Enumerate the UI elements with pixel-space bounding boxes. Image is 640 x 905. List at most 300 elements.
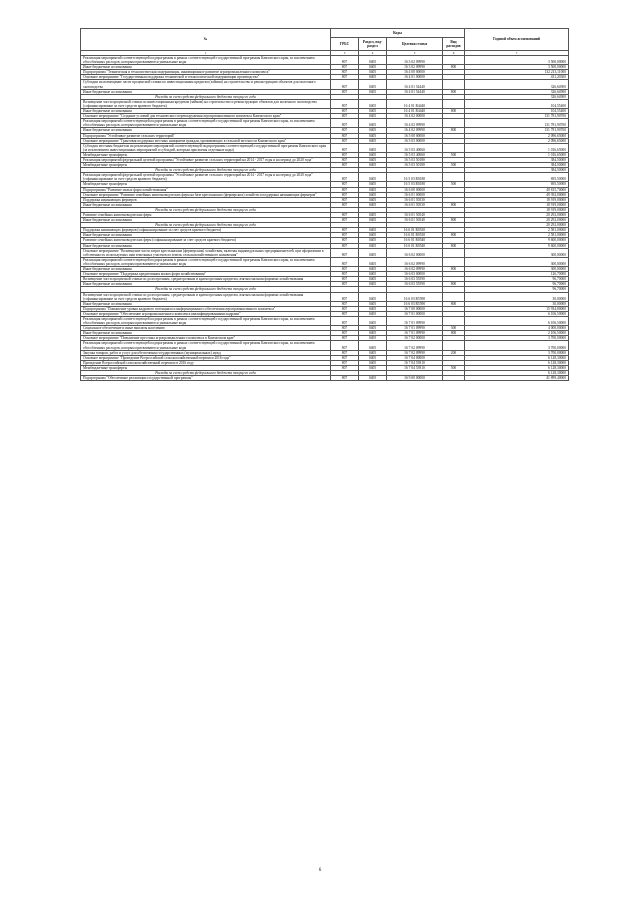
- budget-table: [80, 28, 569, 381]
- header-index: 1: [81, 51, 331, 56]
- row-grbs-cell: 807: [331, 326, 359, 331]
- row-name-cell: Межбюджетные трансферты: [81, 365, 331, 370]
- row-vid-cell: 800: [443, 65, 465, 70]
- row-target-cell: 16 3 02 09990: [387, 65, 443, 70]
- row-grbs-cell: 807: [331, 56, 359, 65]
- row-total-cell: 3 700,00000: [465, 336, 569, 341]
- row-target-cell: 16 7 02 09990: [387, 341, 443, 350]
- row-total-cell: 6 106,50000: [465, 316, 569, 325]
- row-name-cell: Реализация мероприятий федеральной целевой программы "Устойчивое развитие сельских территорий на 2014 - 2017 годы и на период до 2020 года": [81, 157, 331, 162]
- row-target-cell: 16 5 03 R0180: [387, 173, 443, 182]
- row-target-cell: 16 6 02 00000: [387, 248, 443, 257]
- row-grbs-cell: 807: [331, 197, 359, 202]
- row-total-cell: 384,50000: [465, 157, 569, 162]
- row-total-cell: 326,64900: [465, 94, 569, 99]
- row-total-cell: 6 128,30000: [465, 360, 569, 365]
- row-name-cell: Основное мероприятие "Развитие семейных животноводческих ферм на базе крестьянских (фермерских) хозяйств и поддержка начинающих фермеров": [81, 192, 331, 197]
- row-name-cell: Социальное обеспечение и иные выплаты населению: [81, 326, 331, 331]
- row-total-cell: 18 919,00000: [465, 197, 569, 202]
- row-total-cell: 6 128,30000: [465, 371, 569, 376]
- row-razdel-cell: 0405: [359, 282, 387, 287]
- row-grbs-cell: 807: [331, 376, 359, 381]
- row-razdel-cell: 0405: [359, 56, 387, 65]
- table-row: [81, 248, 569, 257]
- row-grbs-cell: 807: [331, 331, 359, 336]
- row-name-cell: Подпрограмма "Техническая и технологическая модернизация, инновационное развитие агропромышленного комплекса": [81, 70, 331, 75]
- row-vid-cell: 800: [443, 282, 465, 287]
- row-name-cell: Расходы за счет средств федерального бюджета текущего года: [81, 207, 331, 212]
- row-total-cell: 30,00000: [465, 292, 569, 301]
- row-total-cell: 2 581,00000: [465, 233, 569, 238]
- row-grbs-cell: 807: [331, 282, 359, 287]
- row-razdel-cell: 0405: [359, 192, 387, 197]
- row-razdel-cell: 0405: [359, 65, 387, 70]
- row-total-cell: 300,00000: [465, 257, 569, 266]
- row-grbs-cell: 807: [331, 301, 359, 306]
- row-target-cell: 16 6 01 50530: [387, 202, 443, 207]
- row-name-cell: Межбюджетные трансферты: [81, 182, 331, 187]
- row-vid-cell: 800: [443, 233, 465, 238]
- row-vid-cell: [443, 173, 465, 182]
- table-header: [81, 29, 569, 56]
- row-total-cell: 41 899,40000: [465, 376, 569, 381]
- row-grbs-cell: 807: [331, 133, 359, 138]
- row-name-cell: Реализация мероприятий соответствующей подпрограммы в рамках соответствующей государственной программы Камчатского края, за исключением обособленных расходов, которым присваиваются уникальные коды: [81, 56, 331, 65]
- row-razdel-cell: 0405: [359, 277, 387, 282]
- row-target-cell: 16 5 03 50180: [387, 157, 443, 162]
- row-grbs-cell: 807: [331, 277, 359, 282]
- row-razdel-cell: 0405: [359, 326, 387, 331]
- table-row: [81, 143, 569, 152]
- row-grbs-cell: 807: [331, 316, 359, 325]
- row-name-cell: Иные бюджетные ассигнования: [81, 218, 331, 223]
- row-total-cell: 3 700,00000: [465, 350, 569, 355]
- row-name-cell: Иные бюджетные ассигнования: [81, 109, 331, 114]
- row-total-cell: 126,70000: [465, 272, 569, 277]
- row-grbs-cell: 807: [331, 182, 359, 187]
- row-target-cell: 16 6 03 55590: [387, 282, 443, 287]
- row-grbs-cell: 807: [331, 228, 359, 233]
- row-vid-cell: 200: [443, 350, 465, 355]
- row-razdel-cell: 0405: [359, 138, 387, 143]
- row-total-cell: 9 600,00000: [465, 238, 569, 243]
- row-grbs-cell: 807: [331, 114, 359, 119]
- row-target-cell: 16 6 01 50530: [387, 197, 443, 202]
- row-total-cell: 96,70000: [465, 277, 569, 282]
- row-name-cell: Основное мероприятие "Государственная поддержка технической и технологической модернизации производства": [81, 75, 331, 80]
- row-grbs-cell: 807: [331, 202, 359, 207]
- row-target-cell: 16 9 00 00000: [387, 376, 443, 381]
- row-target-cell: 16 5 00 00000: [387, 133, 443, 138]
- header-index: 4: [359, 51, 387, 56]
- row-vid-cell: 800: [443, 128, 465, 133]
- row-total-cell: 2 096,65000: [465, 133, 569, 138]
- row-target-cell: 16 6 02 09990: [387, 257, 443, 266]
- table-row: [81, 99, 569, 108]
- row-target-cell: 16 5 03 40060: [387, 152, 443, 157]
- row-target-cell: 16 4 02 09990: [387, 119, 443, 128]
- row-total-cell: 695,50000: [465, 182, 569, 187]
- row-target-cell: 16 6 01 R0540: [387, 243, 443, 248]
- row-razdel-cell: 0405: [359, 75, 387, 80]
- row-razdel-cell: 0405: [359, 331, 387, 336]
- row-razdel-cell: 0405: [359, 233, 387, 238]
- row-grbs-cell: 807: [331, 267, 359, 272]
- row-razdel-cell: 0405: [359, 128, 387, 133]
- row-total-cell: 3 500,00000: [465, 65, 569, 70]
- row-razdel-cell: 0405: [359, 355, 387, 360]
- row-grbs-cell: 807: [331, 350, 359, 355]
- table-row: [81, 316, 569, 325]
- row-grbs-cell: 807: [331, 233, 359, 238]
- header-index: 3: [331, 51, 359, 56]
- row-target-cell: 16 7 01 09990: [387, 316, 443, 325]
- row-total-cell: 384,50000: [465, 163, 569, 168]
- header-target: Целевая статья: [387, 38, 443, 51]
- row-total-cell: 104,55400: [465, 109, 569, 114]
- row-name-cell: Основное мероприятие "Обеспечение агропромышленного комплекса квалифицированными кадрами": [81, 311, 331, 316]
- row-total-cell: 131 781,90700: [465, 114, 569, 119]
- header-index: 7: [465, 51, 569, 56]
- row-name-cell: Субсидии на возмещение части процентной ставки по инвестиционным кредитам (займам) на строительство и реконструкцию объектов для молочного скотоводства: [81, 80, 331, 89]
- row-grbs-cell: 807: [331, 163, 359, 168]
- row-name-cell: Возмещение части процентной ставки по долгосрочным, среднесрочным и краткосрочным кредитам, взятым малыми формами хозяйствования (софинансирование за счет средств краевого бюджета): [81, 292, 331, 301]
- row-razdel-cell: 0405: [359, 213, 387, 218]
- row-name-cell: Иные бюджетные ассигнования: [81, 89, 331, 94]
- row-total-cell: 3 500,00000: [465, 56, 569, 65]
- row-target-cell: 16 4 01 54440: [387, 80, 443, 89]
- row-total-cell: 131 781,90700: [465, 128, 569, 133]
- row-razdel-cell: 0405: [359, 152, 387, 157]
- row-razdel-cell: 0405: [359, 292, 387, 301]
- row-vid-cell: [443, 119, 465, 128]
- row-razdel-cell: 0405: [359, 365, 387, 370]
- row-target-cell: 16 7 01 09990: [387, 331, 443, 336]
- row-name-cell: Реализация мероприятий соответствующей подпрограммы в рамках соответствующей государственной программы Камчатского края, за исключением обособленных расходов, которым присваиваются уникальные коды: [81, 316, 331, 325]
- row-grbs-cell: 807: [331, 65, 359, 70]
- row-name-cell: Основное мероприятие "Возмещение части затрат крестьянским (фермерским) хозяйствам, включая индивидуальных предпринимателей, при оформлении в собственность используемых ими земельных участков из земель сельскохозяйственного назначения": [81, 248, 331, 257]
- row-razdel-cell: 0405: [359, 336, 387, 341]
- row-vid-cell: [443, 248, 465, 257]
- row-target-cell: 16 6 03 55590: [387, 277, 443, 282]
- row-name-cell: Субсидия местным бюджетам на реализацию мероприятий соответствующей подпрограммы соответствующей государственной программы Камчатского края (за исключением инвестиционных мероприятий и субсидий, которым присвоены отдельные коды): [81, 143, 331, 152]
- row-total-cell: 20 292,00000: [465, 223, 569, 228]
- header-vid: Вид расходов: [443, 38, 465, 51]
- row-grbs-cell: 807: [331, 272, 359, 277]
- row-grbs-cell: 807: [331, 152, 359, 157]
- header-index: 5: [387, 51, 443, 56]
- table-row: [81, 292, 569, 301]
- row-vid-cell: 500: [443, 163, 465, 168]
- row-target-cell: 16 6 01 R0530: [387, 233, 443, 238]
- row-grbs-cell: 807: [331, 257, 359, 266]
- row-target-cell: 16 6 01 50540: [387, 218, 443, 223]
- row-razdel-cell: 0405: [359, 187, 387, 192]
- row-name-cell: Иные бюджетные ассигнования: [81, 301, 331, 306]
- row-grbs-cell: 807: [331, 360, 359, 365]
- row-vid-cell: [443, 80, 465, 89]
- row-total-cell: 1 016,65000: [465, 152, 569, 157]
- row-grbs-cell: 807: [331, 70, 359, 75]
- row-name-cell: Реализация мероприятий соответствующей подпрограммы в рамках соответствующей государственной программы Камчатского края, за исключением обособленных расходов, которым присваиваются уникальные коды: [81, 257, 331, 266]
- row-target-cell: 16 7 01 09990: [387, 326, 443, 331]
- row-name-cell: Проведение Всероссийской сельскохозяйственной переписи в 2016 году: [81, 360, 331, 365]
- row-name-cell: Иные бюджетные ассигнования: [81, 128, 331, 133]
- row-name-cell: Иные бюджетные ассигнования: [81, 267, 331, 272]
- row-total-cell: 131 781,90700: [465, 119, 569, 128]
- row-grbs-cell: 807: [331, 311, 359, 316]
- row-total-cell: 300,00000: [465, 248, 569, 257]
- row-total-cell: 6 106,50000: [465, 311, 569, 316]
- row-grbs-cell: 807: [331, 89, 359, 94]
- row-grbs-cell: 807: [331, 187, 359, 192]
- row-target-cell: 16 7 02 09990: [387, 350, 443, 355]
- row-target-cell: 16 6 01 R0530: [387, 228, 443, 233]
- row-name-cell: Расходы за счет средств федерального бюджета текущего года: [81, 94, 331, 99]
- row-total-cell: 431,20300: [465, 75, 569, 80]
- row-total-cell: 20 292,00000: [465, 213, 569, 218]
- row-grbs-cell: 807: [331, 128, 359, 133]
- row-grbs-cell: 807: [331, 341, 359, 350]
- row-razdel-cell: 0405: [359, 119, 387, 128]
- row-razdel-cell: 0405: [359, 182, 387, 187]
- row-target-cell: 16 3 02 09990: [387, 56, 443, 65]
- row-name-cell: Расходы за счет средств федерального бюджета текущего года: [81, 371, 331, 376]
- table-row: [81, 376, 569, 381]
- row-vid-cell: 300: [443, 326, 465, 331]
- row-vid-cell: [443, 56, 465, 65]
- row-total-cell: 4 000,00000: [465, 326, 569, 331]
- row-name-cell: Расходы за счет средств федерального бюджета текущего года: [81, 168, 331, 173]
- row-vid-cell: [443, 376, 465, 381]
- row-total-cell: 3 700,00000: [465, 341, 569, 350]
- row-grbs-cell: 807: [331, 109, 359, 114]
- row-vid-cell: [443, 99, 465, 108]
- row-grbs-cell: 807: [331, 173, 359, 182]
- row-vid-cell: [443, 316, 465, 325]
- header-grbs: ГРБС: [331, 38, 359, 51]
- row-name-cell: Иные бюджетные ассигнования: [81, 202, 331, 207]
- row-total-cell: 20 292,00000: [465, 218, 569, 223]
- row-grbs-cell: 807: [331, 292, 359, 301]
- row-name-cell: Межбюджетные трансферты: [81, 163, 331, 168]
- row-total-cell: 18 919,00000: [465, 202, 569, 207]
- row-vid-cell: 500: [443, 365, 465, 370]
- row-target-cell: 16 7 02 00000: [387, 336, 443, 341]
- row-name-cell: Реализация мероприятий федеральной целевой программы "Устойчивое развитие сельских территорий на 2014 - 2017 годы и на период до 2020 года" (софинансирование за счет средств краевого бюджета): [81, 173, 331, 182]
- row-razdel-cell: 0405: [359, 301, 387, 306]
- row-vid-cell: 800: [443, 301, 465, 306]
- row-name-cell: Иные бюджетные ассигнования: [81, 65, 331, 70]
- row-total-cell: 96,70000: [465, 282, 569, 287]
- row-razdel-cell: 0405: [359, 173, 387, 182]
- row-razdel-cell: 0405: [359, 143, 387, 152]
- row-name-cell: Расходы за счет средств федерального бюджета текущего года: [81, 223, 331, 228]
- header-codes: Коды: [331, 29, 465, 38]
- row-vid-cell: 800: [443, 202, 465, 207]
- row-target-cell: 16 5 03 R0180: [387, 182, 443, 187]
- row-name-cell: Поддержка начинающих фермеров (софинансирование за счет средств краевого бюджета): [81, 228, 331, 233]
- table-row: [81, 257, 569, 266]
- row-vid-cell: 500: [443, 152, 465, 157]
- row-grbs-cell: 807: [331, 138, 359, 143]
- row-target-cell: 16 4 01 00000: [387, 75, 443, 80]
- row-name-cell: Развитие семейных животноводческих ферм (софинансирование за счет средств краевого бюджета): [81, 238, 331, 243]
- row-target-cell: 16 4 02 00000: [387, 114, 443, 119]
- row-name-cell: Основное мероприятие "Создание условий для технического перевооружения агропромышленного комплекса Камчатского края": [81, 114, 331, 119]
- row-grbs-cell: 807: [331, 119, 359, 128]
- row-razdel-cell: 0405: [359, 243, 387, 248]
- row-total-cell: 132 213,11000: [465, 70, 569, 75]
- row-grbs-cell: 807: [331, 218, 359, 223]
- row-target-cell: 16 7 01 00000: [387, 311, 443, 316]
- row-name-cell: Основное мероприятие "Грантовая поддержка местных инициатив граждан, проживающих в сельской местности Камчатского края": [81, 138, 331, 143]
- row-target-cell: 16 6 01 R0540: [387, 238, 443, 243]
- row-razdel-cell: 0405: [359, 316, 387, 325]
- row-grbs-cell: 807: [331, 336, 359, 341]
- row-target-cell: 16 4 01 54440: [387, 89, 443, 94]
- row-grbs-cell: 807: [331, 355, 359, 360]
- row-razdel-cell: 0405: [359, 228, 387, 233]
- row-target-cell: 16 5 03 00000: [387, 138, 443, 143]
- row-razdel-cell: 0405: [359, 272, 387, 277]
- row-vid-cell: 800: [443, 243, 465, 248]
- row-name-cell: Межбюджетные трансферты: [81, 152, 331, 157]
- row-razdel-cell: 0405: [359, 248, 387, 257]
- row-total-cell: 104,55400: [465, 99, 569, 108]
- table-row: [81, 341, 569, 350]
- row-razdel-cell: 0405: [359, 163, 387, 168]
- row-target-cell: 16 4 02 09990: [387, 128, 443, 133]
- row-grbs-cell: 807: [331, 213, 359, 218]
- row-target-cell: 16 4 00 00000: [387, 70, 443, 75]
- row-name-cell: Возмещение части процентной ставки по долгосрочным, среднесрочным и краткосрочным кредитам, взятым малыми формами хозяйствования: [81, 277, 331, 282]
- row-name-cell: Иные бюджетные ассигнования: [81, 233, 331, 238]
- row-razdel-cell: 0405: [359, 306, 387, 311]
- row-target-cell: 16 5 03 40060: [387, 143, 443, 152]
- row-vid-cell: 800: [443, 267, 465, 272]
- row-total-cell: 2 096,65000: [465, 138, 569, 143]
- row-total-cell: 6 128,30000: [465, 365, 569, 370]
- row-razdel-cell: 0405: [359, 197, 387, 202]
- row-target-cell: 16 7 04 00000: [387, 355, 443, 360]
- row-vid-cell: [443, 143, 465, 152]
- row-total-cell: 300,00000: [465, 267, 569, 272]
- row-name-cell: Подпрограмма "Обеспечение реализации государственной программы": [81, 376, 331, 381]
- row-razdel-cell: 0405: [359, 70, 387, 75]
- table-row: [81, 80, 569, 89]
- row-grbs-cell: 807: [331, 157, 359, 162]
- row-grbs-cell: 807: [331, 99, 359, 108]
- row-target-cell: 16 6 03 R5590: [387, 292, 443, 301]
- row-razdel-cell: 0405: [359, 350, 387, 355]
- row-razdel-cell: 0405: [359, 114, 387, 119]
- table-body: [81, 56, 569, 381]
- row-grbs-cell: 807: [331, 365, 359, 370]
- row-razdel-cell: 0405: [359, 157, 387, 162]
- row-total-cell: 9 600,00000: [465, 243, 569, 248]
- row-total-cell: 49 815,70000: [465, 187, 569, 192]
- row-total-cell: 30,00000: [465, 301, 569, 306]
- table-row: [81, 56, 569, 65]
- row-name-cell: Подпрограмма "Повышение уровня кадрового потенциала и информационного обеспечения агропромышленного комплекса": [81, 306, 331, 311]
- table-row: [81, 119, 569, 128]
- row-razdel-cell: 0405: [359, 257, 387, 266]
- row-target-cell: 16 6 00 00000: [387, 187, 443, 192]
- row-total-cell: 1 016,65000: [465, 143, 569, 152]
- row-grbs-cell: 807: [331, 238, 359, 243]
- row-target-cell: 16 6 03 00000: [387, 272, 443, 277]
- row-grbs-cell: 807: [331, 243, 359, 248]
- row-total-cell: 2 106,50000: [465, 331, 569, 336]
- row-name-cell: Возмещение части процентной ставки по инвестиционным кредитам (займам) на строительство и реконструкцию объектов для молочного скотоводства (софинансирование за счет средств краевого бюджета): [81, 99, 331, 108]
- header-num: №: [81, 29, 331, 51]
- row-total-cell: 49 392,00000: [465, 192, 569, 197]
- row-name-cell: Развитие семейных животноводческих ферм: [81, 213, 331, 218]
- row-razdel-cell: 0405: [359, 376, 387, 381]
- row-vid-cell: 800: [443, 109, 465, 114]
- row-name-cell: Основное мероприятие "Поддержка кредитования малых форм хозяйствования": [81, 272, 331, 277]
- table-row: [81, 173, 569, 182]
- row-vid-cell: 800: [443, 331, 465, 336]
- row-target-cell: 16 7 00 00000: [387, 306, 443, 311]
- row-total-cell: 326,64900: [465, 80, 569, 89]
- row-vid-cell: 800: [443, 218, 465, 223]
- header-index: 6: [443, 51, 465, 56]
- header-razdel: Раздел, под-раздел: [359, 38, 387, 51]
- row-razdel-cell: 0405: [359, 89, 387, 94]
- row-grbs-cell: 807: [331, 306, 359, 311]
- row-target-cell: 16 4 01 R4440: [387, 109, 443, 114]
- row-vid-cell: 800: [443, 89, 465, 94]
- page-number: 6: [318, 868, 322, 873]
- row-total-cell: 18 919,00000: [465, 207, 569, 212]
- row-vid-cell: [443, 341, 465, 350]
- row-razdel-cell: 0405: [359, 99, 387, 108]
- row-grbs-cell: 807: [331, 248, 359, 257]
- row-name-cell: Подпрограмма "Развитие малых форм хозяйствования": [81, 187, 331, 192]
- row-name-cell: Иные бюджетные ассигнования: [81, 243, 331, 248]
- header-total: Годовой объем ассигнований: [465, 29, 569, 51]
- row-razdel-cell: 0405: [359, 80, 387, 89]
- row-target-cell: 16 6 01 50540: [387, 213, 443, 218]
- row-name-cell: Закупка товаров, работ и услуг для обеспечения государственных (муниципальных) нужд: [81, 350, 331, 355]
- row-target-cell: 16 6 02 09990: [387, 267, 443, 272]
- row-target-cell: 16 7 04 53910: [387, 365, 443, 370]
- row-razdel-cell: 0405: [359, 311, 387, 316]
- row-total-cell: 326,64900: [465, 89, 569, 94]
- row-grbs-cell: 807: [331, 75, 359, 80]
- row-total-cell: 96,70000: [465, 287, 569, 292]
- row-razdel-cell: 0405: [359, 133, 387, 138]
- row-razdel-cell: 0405: [359, 238, 387, 243]
- row-name-cell: Иные бюджетные ассигнования: [81, 331, 331, 336]
- row-name-cell: Расходы за счет средств федерального бюджета текущего года: [81, 287, 331, 292]
- row-total-cell: 384,50000: [465, 168, 569, 173]
- row-total-cell: 695,50000: [465, 173, 569, 182]
- row-target-cell: 16 4 01 R4440: [387, 99, 443, 108]
- row-name-cell: Реализация мероприятий соответствующей подпрограммы в рамках соответствующей государственной программы Камчатского края, за исключением обособленных расходов, которым присваиваются уникальные коды: [81, 341, 331, 350]
- row-razdel-cell: 0405: [359, 267, 387, 272]
- row-grbs-cell: 807: [331, 143, 359, 152]
- row-name-cell: Поддержка начинающих фермеров: [81, 197, 331, 202]
- row-name-cell: Основное мероприятие "Повышение престижа агропромышленного комплекса в Камчатском крае": [81, 336, 331, 341]
- row-target-cell: 16 7 04 53910: [387, 360, 443, 365]
- row-target-cell: 16 5 03 50180: [387, 163, 443, 168]
- row-vid-cell: 500: [443, 182, 465, 187]
- row-razdel-cell: 0405: [359, 218, 387, 223]
- row-total-cell: 6 128,30000: [465, 355, 569, 360]
